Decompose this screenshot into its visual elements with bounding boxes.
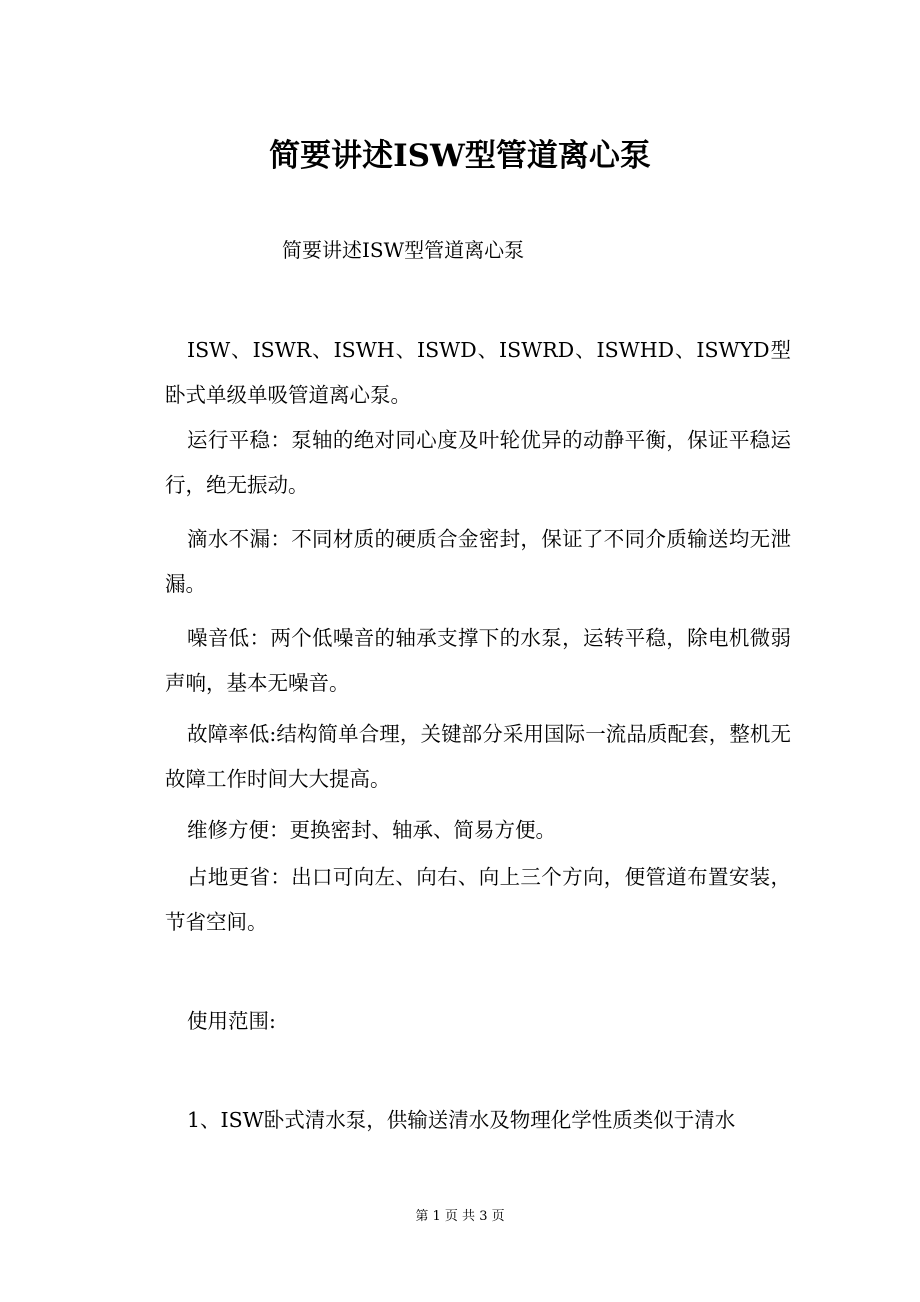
paragraph-space-saving: 占地更省：出口可向左、向右、向上三个方向，便管道布置安装，节省空间。 — [165, 865, 791, 934]
paragraph-low-failure: 故障率低:结构简单合理，关键部分采用国际一流品质配套，整机无故障工作时间大大提高。 — [165, 722, 791, 791]
paragraph-no-leakage: 滴水不漏：不同材质的硬质合金密封，保证了不同介质输送均无泄漏。 — [165, 527, 791, 596]
document-subtitle: 简要讲述ISW型管道离心泵 — [282, 238, 525, 262]
document-title: 简要讲述ISW型管道离心泵 — [269, 138, 651, 174]
paragraph-smooth-operation: 运行平稳：泵轴的绝对同心度及叶轮优异的动静平衡，保证平稳运行，绝无振动。 — [165, 428, 791, 497]
paragraph-usage-range-heading: 使用范围: — [187, 1009, 276, 1033]
paragraph-low-noise: 噪音低：两个低噪音的轴承支撑下的水泵，运转平稳，除电机微弱声响，基本无噪音。 — [165, 626, 791, 695]
paragraph-product-models: ISW、ISWR、ISWH、ISWD、ISWRD、ISWHD、ISWYD型卧式单级单吸管道离心泵。 — [165, 338, 791, 407]
page-number-footer: 第 1 页 共 3 页 — [415, 1209, 505, 1224]
paragraph-easy-maintenance: 维修方便：更换密封、轴承、简易方便。 — [187, 818, 556, 842]
paragraph-usage-item-1: 1、ISW卧式清水泵，供输送清水及物理化学性质类似于清水 — [187, 1108, 736, 1132]
